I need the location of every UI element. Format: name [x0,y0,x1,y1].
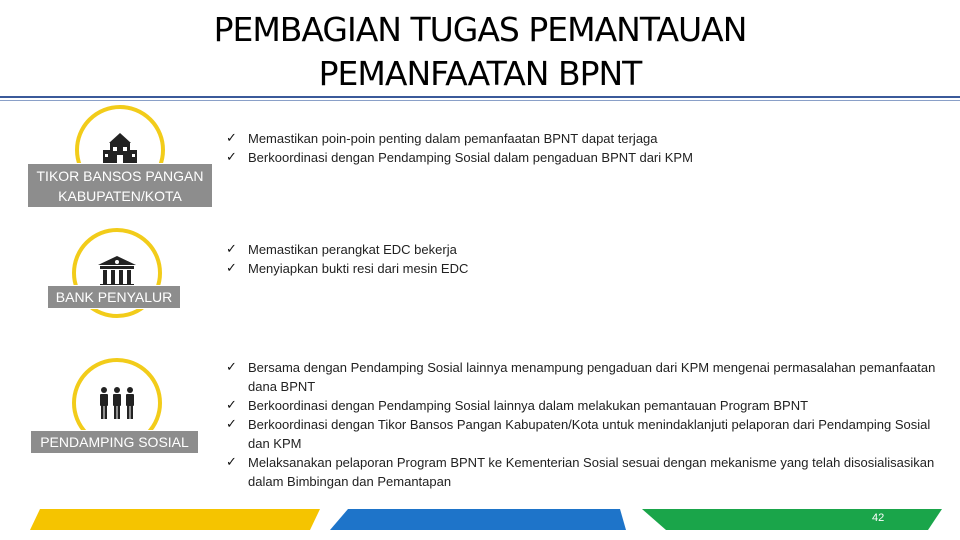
section-2-label-line-1: BANK PENYALUR [55,289,173,305]
footer-bar-green [642,509,942,530]
task-item: ✓ Berkoordinasi dengan Pendamping Sosial lainnya dalam melakukan pemantauan Program BPNT [226,398,809,413]
check-icon: ✓ [226,417,237,432]
task-item: ✓ Memastikan perangkat EDC bekerja [226,242,457,257]
page-number: 42 [872,512,885,524]
task-item: ✓ Menyiapkan bukti resi dari mesin EDC [226,261,469,276]
people-group-icon [97,385,137,421]
section-1-label-line-2: KABUPATEN/KOTA [58,188,182,204]
check-icon: ✓ [226,360,237,375]
task-item: ✓ Melaksanakan pelaporan Program BPNT ke Kementerian Sosial sesuai dengan mekanisme yang telah disosialisasikan dalam Bimbingan dan Pemantapan [226,455,935,489]
title-line-1: PEMBAGIAN TUGAS PEMANTAUAN [213,10,747,49]
footer-bar-yellow [30,509,320,530]
section-3-label [30,430,199,454]
section-3-label-line-1: PENDAMPING SOSIAL [40,434,189,450]
section-1-label [27,163,213,208]
title-rule-bottom [0,100,960,101]
section-1-label-line-1: TIKOR BANSOS PANGAN [36,168,204,184]
section-1-task-list [226,129,946,167]
slide-title [0,8,960,96]
section-3-task-list [226,358,946,491]
task-item: ✓ Berkoordinasi dengan Pendamping Sosial dalam pengaduan BPNT dari KPM [226,150,693,165]
task-item: ✓ Bersama dengan Pendamping Sosial lainnya menampung pengaduan dari KPM mengenai permasalahan pemanfaatan dana BPNT [226,360,936,394]
check-icon: ✓ [226,261,237,276]
check-icon: ✓ [226,398,237,413]
section-2-label [47,285,181,309]
title-line-2: PEMANFAATAN BPNT [318,54,642,93]
footer-bar-blue [330,509,626,530]
check-icon: ✓ [226,131,237,146]
task-item: ✓ Memastikan poin-poin penting dalam pemanfaatan BPNT dapat terjaga [226,131,658,146]
section-2-task-list [226,240,946,278]
title-rule-top [0,96,960,98]
task-item: ✓ Berkoordinasi dengan Tikor Bansos Pangan Kabupaten/Kota untuk menindaklanjuti pelaporan dari Pendamping Sosial dan KPM [226,417,931,451]
check-icon: ✓ [226,150,237,165]
check-icon: ✓ [226,455,237,470]
check-icon: ✓ [226,242,237,257]
